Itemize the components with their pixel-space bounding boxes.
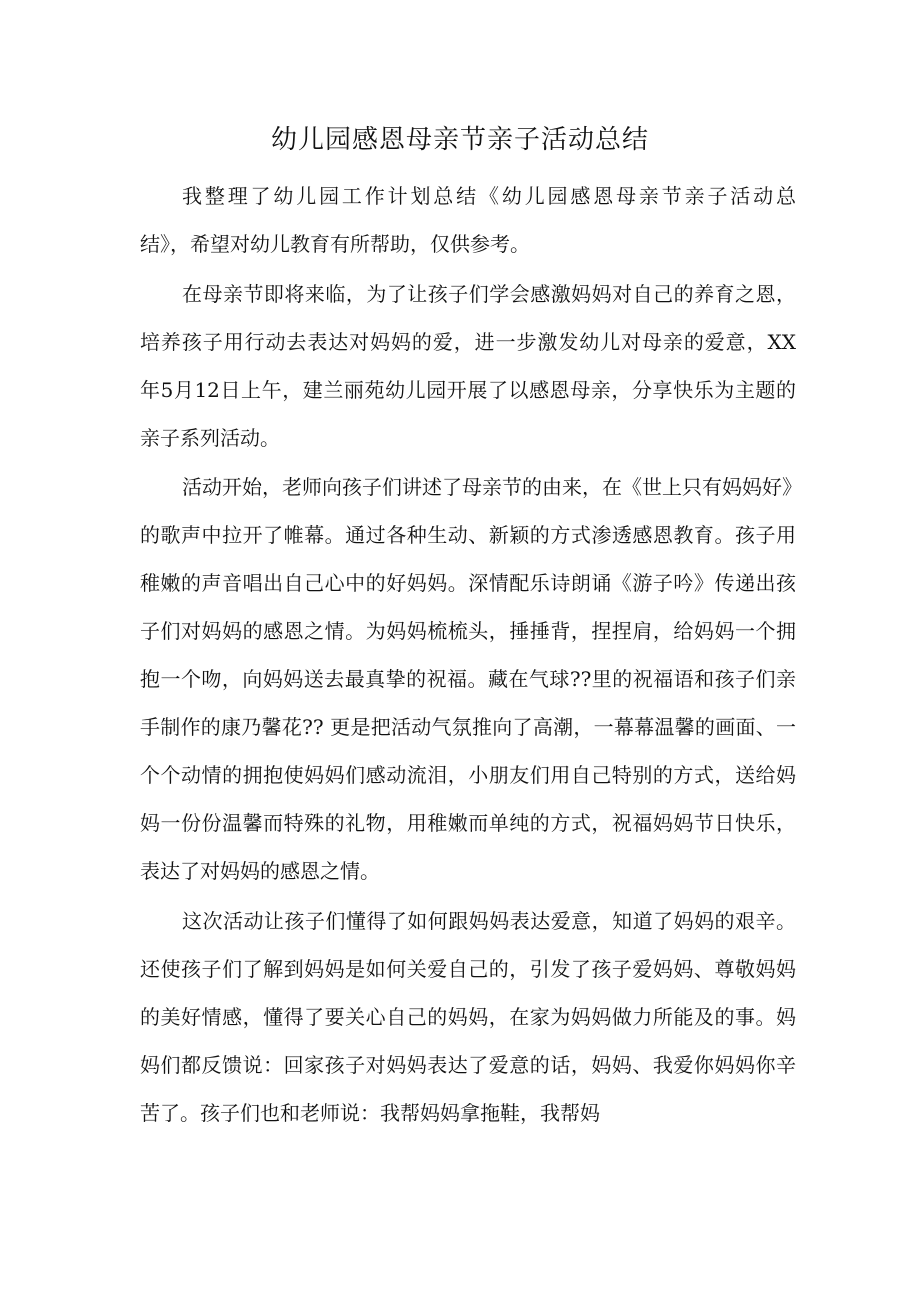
paragraph-line: 表达了对妈妈的感恩之情。 <box>140 859 380 883</box>
paragraph-background <box>140 270 796 462</box>
paragraph-line: 培养孩子用行动去表达对妈妈的爱，进一步激发幼儿对母亲的爱意，XX <box>140 330 796 354</box>
paragraph-line: 结》，希望对幼儿教育有所帮助，仅供参考。 <box>140 232 530 256</box>
paragraph-line: 亲子系列活动。 <box>140 426 280 450</box>
paragraph-line: 稚嫩的声音唱出自己心中的好妈妈。深情配乐诗朗诵《游子吟》传递出孩 <box>140 571 796 595</box>
paragraph-intro <box>140 172 796 268</box>
paragraph-line: 活动开始，老师向孩子们讲述了母亲节的由来，在《世上只有妈妈好》 <box>182 475 802 499</box>
paragraph-line: 抱一个吻，向妈妈送去最真挚的祝福。藏在气球??里的祝福语和孩子们亲 <box>140 667 796 691</box>
paragraph-line: 我整理了幼儿园工作计划总结《幼儿园感恩母亲节亲子活动总 <box>182 184 796 208</box>
paragraph-line: 还使孩子们了解到妈妈是如何关爱自己的，引发了孩子爱妈妈、尊敬妈妈 <box>140 957 796 981</box>
paragraph-activity <box>140 463 802 895</box>
paragraph-line: 的美好情感，懂得了要关心自己的妈妈，在家为妈妈做力所能及的事。妈 <box>140 1005 796 1029</box>
paragraph-line: 妈们都反馈说：回家孩子对妈妈表达了爱意的话，妈妈、我爱你妈妈你辛 <box>140 1053 796 1077</box>
paragraph-line: 苦了。孩子们也和老师说：我帮妈妈拿拖鞋，我帮妈 <box>140 1101 600 1125</box>
document-title: 幼儿园感恩母亲节亲子活动总结 <box>270 125 649 155</box>
paragraph-feedback <box>140 897 796 1137</box>
paragraph-line: 个个动情的拥抱使妈妈们感动流泪，小朋友们用自己特别的方式，送给妈 <box>140 763 796 787</box>
paragraph-line: 在母亲节即将来临，为了让孩子们学会感激妈妈对自己的养育之恩， <box>182 282 796 306</box>
paragraph-line: 年5月12日上午，建兰丽苑幼儿园开展了以感恩母亲，分享快乐为主题的 <box>140 378 796 402</box>
paragraph-line: 手制作的康乃馨花?? 更是把活动气氛推向了高潮，一幕幕温馨的画面、一 <box>140 715 796 739</box>
paragraph-line: 子们对妈妈的感恩之情。为妈妈梳梳头，捶捶背，捏捏肩，给妈妈一个拥 <box>140 619 796 643</box>
paragraph-line: 的歌声中拉开了帷幕。通过各种生动、新颖的方式渗透感恩教育。孩子用 <box>140 523 796 547</box>
paragraph-line: 妈一份份温馨而特殊的礼物，用稚嫩而单纯的方式，祝福妈妈节日快乐， <box>140 811 796 835</box>
paragraph-line: 这次活动让孩子们懂得了如何跟妈妈表达爱意，知道了妈妈的艰辛。 <box>182 909 796 933</box>
